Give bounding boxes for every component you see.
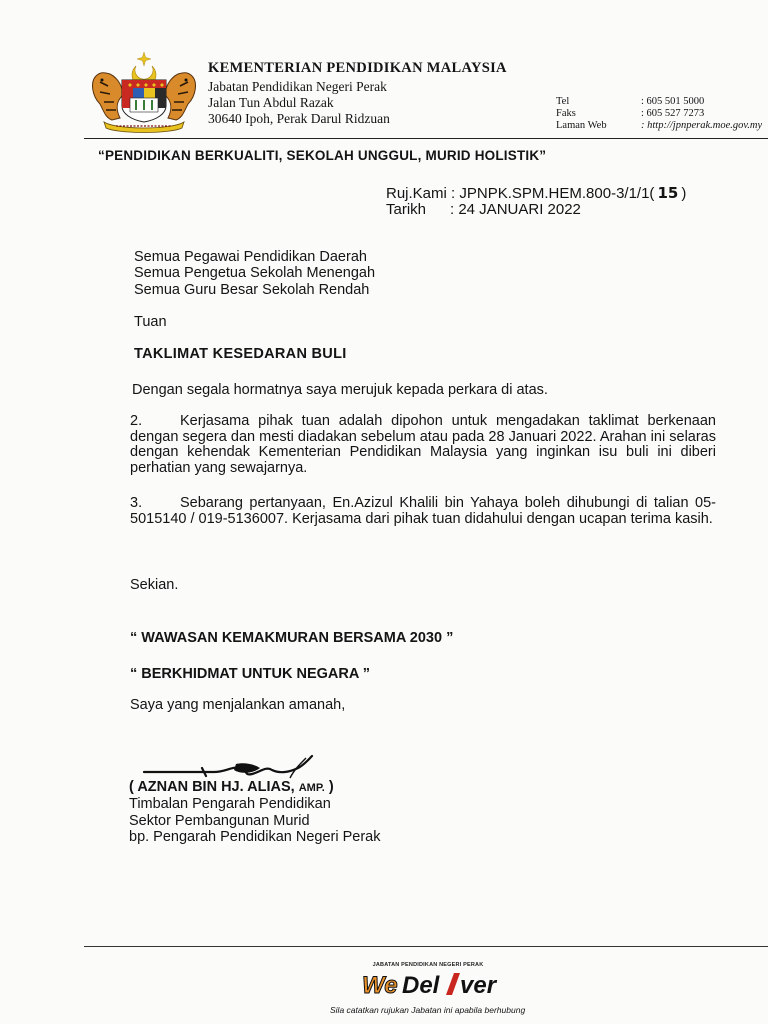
slogan-wawasan: “ WAWASAN KEMAKMURAN BERSAMA 2030 ” — [130, 630, 454, 646]
address-line-2: 30640 Ipoh, Perak Darul Ridzuan — [208, 111, 390, 126]
website-label: Laman Web — [556, 120, 607, 131]
malaysia-coat-of-arms-icon — [86, 52, 202, 134]
reference-value: JPNPK.SPM.HEM.800-3/1/1( — [459, 185, 655, 202]
paragraph-3 — [130, 496, 716, 527]
we-deliver-logo-caption: JABATAN PENDIDIKAN NEGERI PERAK — [372, 962, 484, 968]
footer-divider — [84, 946, 768, 947]
we-deliver-logo-mark — [358, 969, 498, 999]
date-label: Tarikh — [386, 201, 427, 218]
salutation: Tuan — [134, 314, 167, 330]
signatory-close: ) — [328, 779, 334, 795]
address-line-1: Jalan Tun Abdul Razak — [208, 95, 334, 110]
closing-word: Sekian. — [130, 577, 179, 593]
svg-text:ver: ver — [460, 972, 497, 999]
signatory-award: AMP. — [298, 782, 325, 794]
recipient-3: Semua Guru Besar Sekolah Rendah — [134, 282, 370, 298]
letter-date — [386, 201, 581, 218]
tel-value: : 605 501 5000 — [641, 96, 705, 107]
reference-handwritten-number: 15 — [657, 184, 679, 202]
signatory-fullname: ( AZNAN BIN HJ. ALIAS, — [129, 779, 295, 795]
signoff-line: Saya yang menjalankan amanah, — [130, 697, 346, 713]
signatory-title-3: bp. Pengarah Pendidikan Negeri Perak — [129, 829, 381, 845]
svg-text:We: We — [362, 972, 398, 999]
paragraph-2-number: 2. — [130, 413, 143, 429]
opening-line: Dengan segala hormatnya saya merujuk kepada perkara di atas. — [132, 382, 548, 398]
we-deliver-logo — [358, 962, 498, 1002]
paragraph-3-text: Sebarang pertanyaan, En.Azizul Khalili bin Yahaya boleh dihubungi di talian 05-5015140 / 019-5136007. Kerjasama dari pihak tuan didahului dengan ucapan terima kasih. — [130, 495, 716, 527]
footer-reference-note: Sila catatkan rujukan Jabatan ini apabila berhubung — [330, 1005, 526, 1015]
website-link[interactable]: : http://jpnperak.moe.gov.my — [641, 120, 763, 131]
signatory-name — [129, 779, 334, 796]
reference-label: Ruj.Kami : — [386, 185, 456, 202]
department-name: Jabatan Pendidikan Negeri Perak — [208, 79, 387, 94]
recipient-2: Semua Pengetua Sekolah Menengah — [134, 265, 376, 281]
paragraph-2-text: Kerjasama pihak tuan adalah dipohon untuk mengadakan taklimat berkenaan dengan segera dan mesti diadakan sebelum atau pada 28 Januari 2022. Arahan ini selaras dengan kehendak Kementerian Pendidikan Malaysia yang inginkan isu buli ini diberi perhatian yang sewajarnya. — [130, 413, 716, 476]
ministry-motto: “PENDIDIKAN BERKUALITI, SEKOLAH UNGGUL, MURID HOLISTIK” — [98, 148, 547, 163]
fax-label: Faks — [556, 108, 576, 119]
ministry-name: KEMENTERIAN PENDIDIKAN MALAYSIA — [208, 60, 507, 76]
signatory-title-1: Timbalan Pengarah Pendidikan — [129, 796, 331, 812]
date-value: : 24 JANUARI 2022 — [450, 201, 581, 218]
reference-number — [386, 184, 686, 202]
fax-value: : 605 527 7273 — [641, 108, 705, 119]
letterhead-divider — [84, 138, 768, 139]
signatory-title-2: Sektor Pembangunan Murid — [129, 813, 310, 829]
letter-subject: TAKLIMAT KESEDARAN BULI — [134, 346, 347, 362]
reference-close: ) — [681, 185, 687, 202]
svg-text:Del: Del — [402, 972, 440, 999]
paragraph-2 — [130, 414, 716, 476]
slogan-berkhidmat: “ BERKHIDMAT UNTUK NEGARA ” — [130, 666, 371, 682]
recipient-1: Semua Pegawai Pendidikan Daerah — [134, 249, 367, 265]
tel-label: Tel — [556, 96, 570, 107]
paragraph-3-number: 3. — [130, 495, 143, 511]
